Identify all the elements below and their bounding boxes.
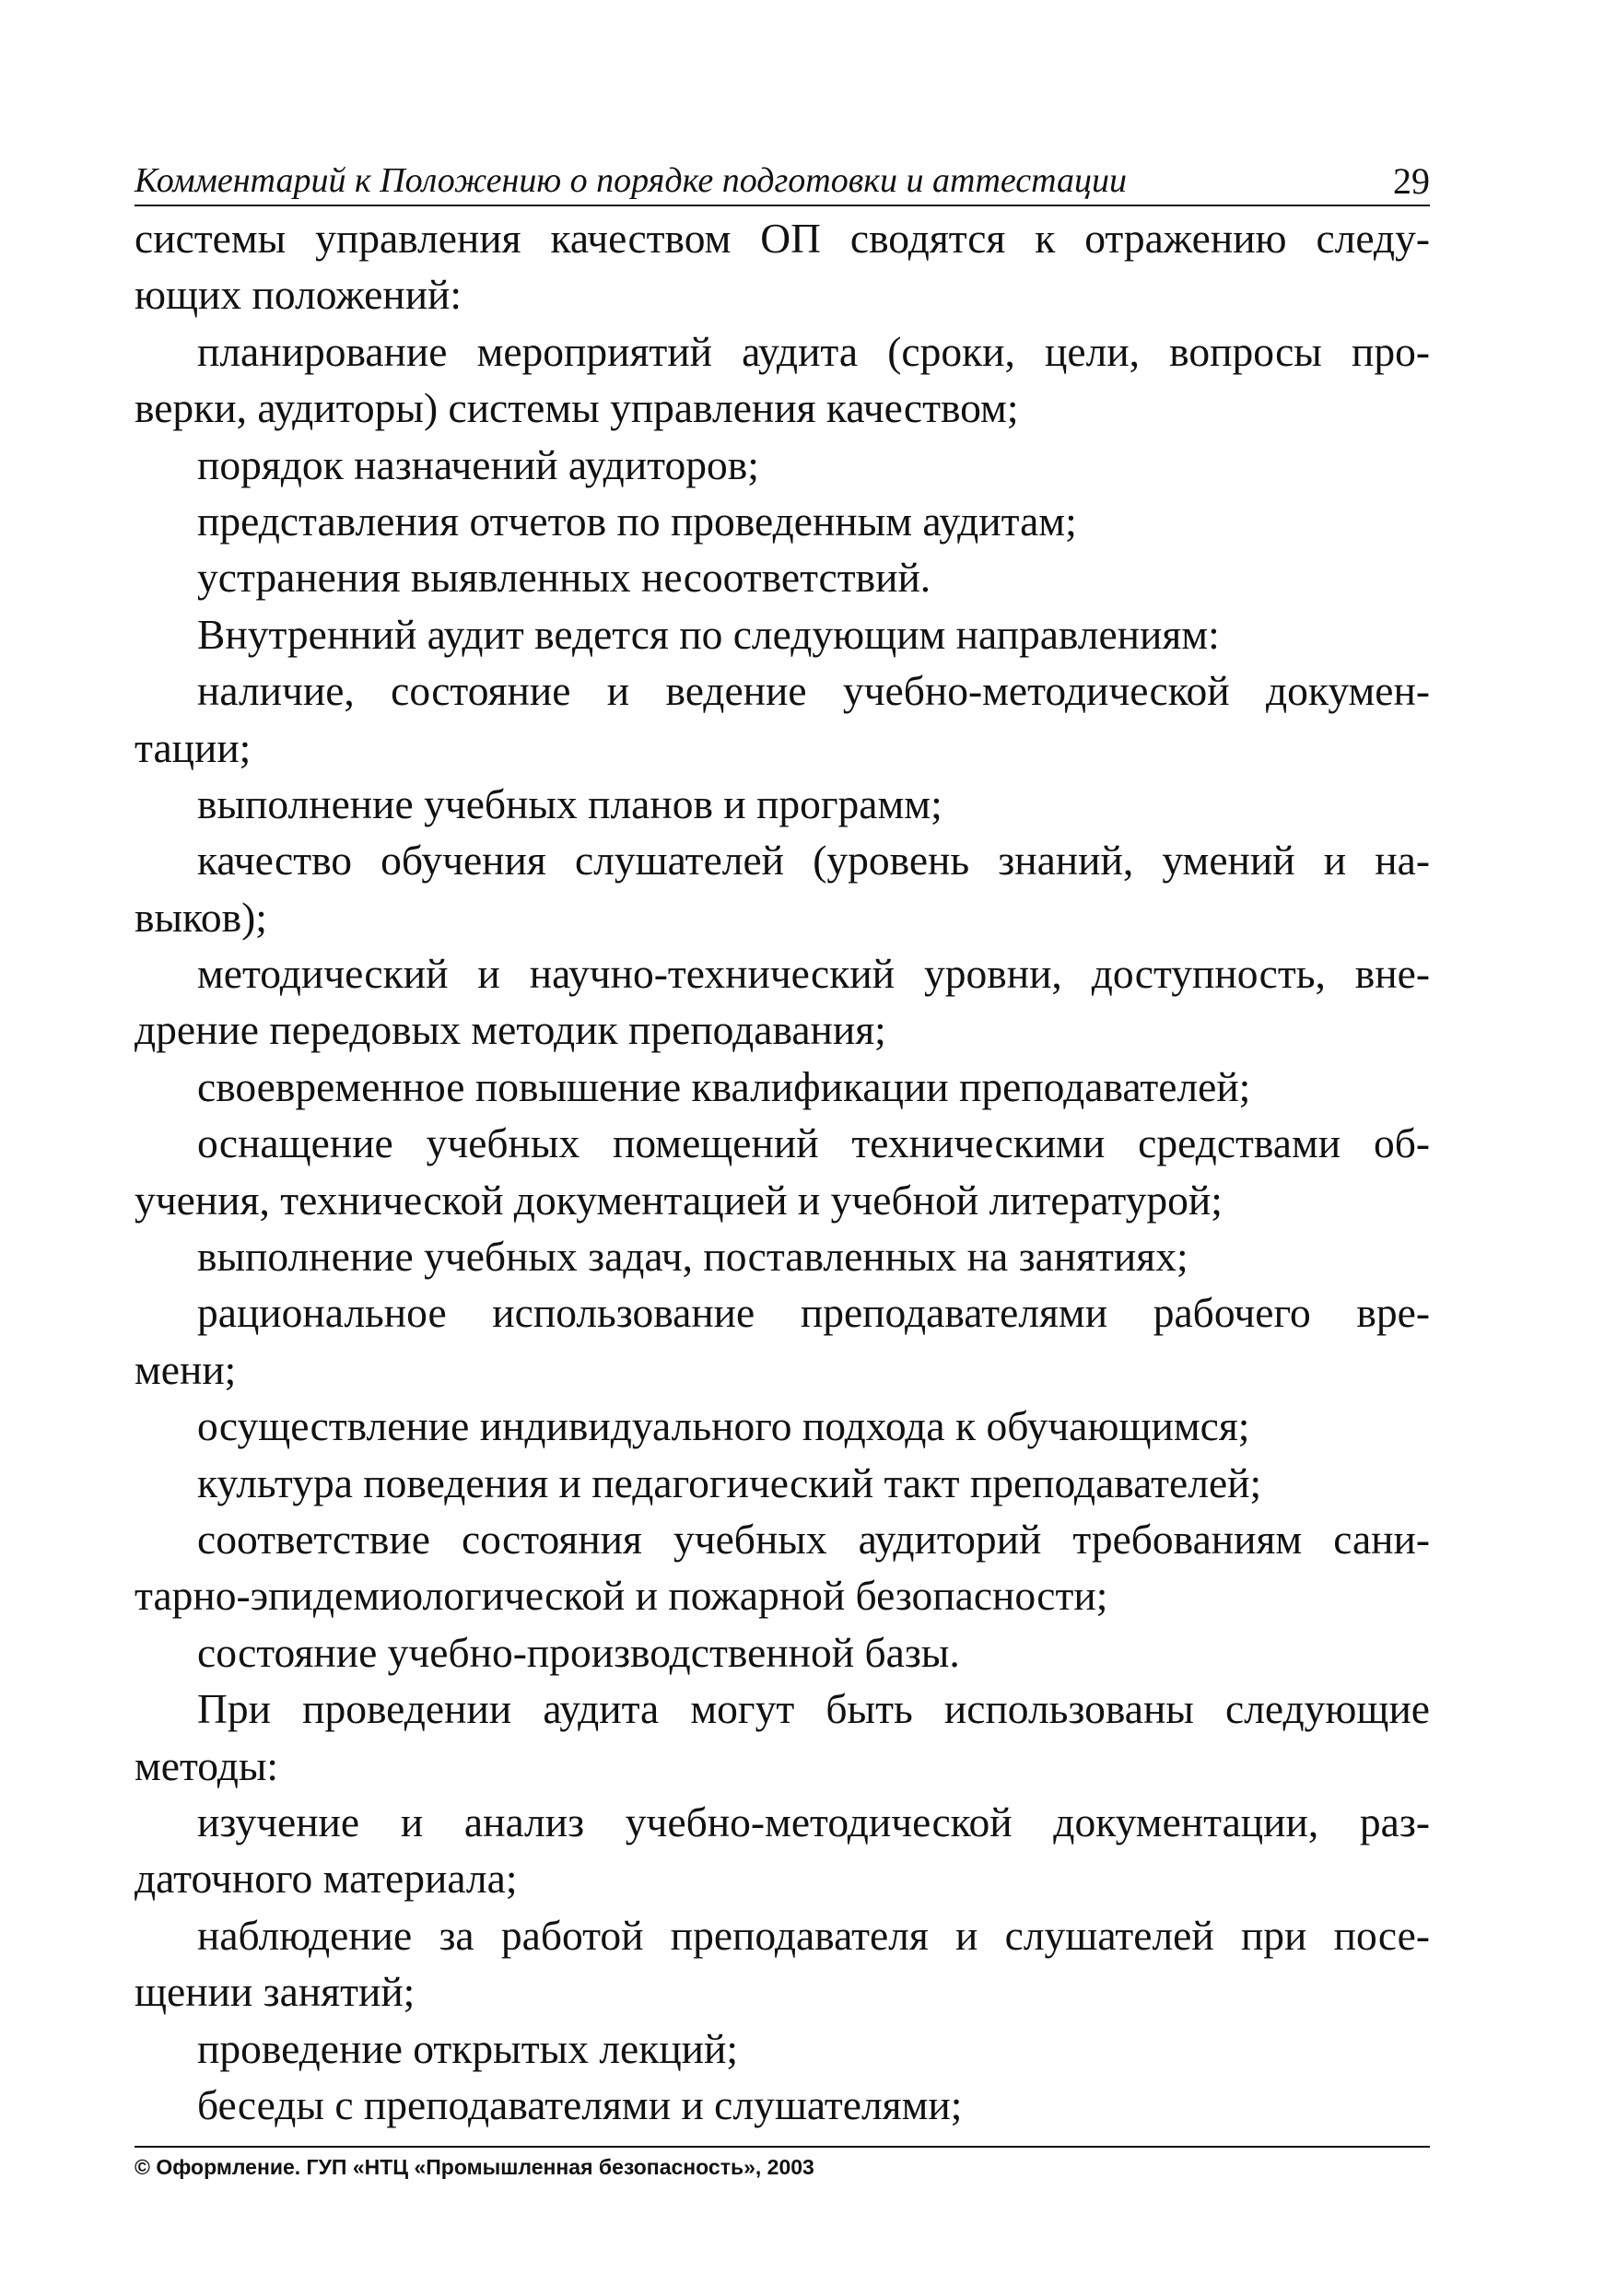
text-line: соответствие состояния учебных аудиторий требованиям сани- (197, 1515, 1430, 1563)
document-page (135, 157, 1430, 2180)
text-line: изучение и анализ учебно-методической документации, раз- (197, 1798, 1430, 1845)
text-line: планирование мероприятий аудита (сроки, цели, вопросы про- (197, 327, 1430, 375)
text-line: проведение открытых лекций; (197, 2024, 739, 2072)
text-line: наблюдение за работой преподавателя и слушателей при посе- (197, 1911, 1430, 1959)
text-line: мени; (135, 1345, 237, 1393)
text-line: системы управления качеством ОП сводятся к отражению следу- (135, 215, 1430, 262)
text-line: устранения выявленных несоответствий. (197, 554, 931, 602)
text-line: оснащение учебных помещений техническими средствами об- (197, 1119, 1430, 1167)
text-line: При проведении аудита могут быть использованы следующие (197, 1685, 1430, 1733)
text-line: выков); (135, 893, 267, 941)
text-line: осуществление индивидуального подхода к обучающимся; (197, 1402, 1250, 1450)
copyright-note: © Оформление. ГУП «НТЦ «Промышленная безопасность», 2003 (135, 2155, 814, 2180)
text-line: методический и научно-технический уровни, доступность, вне- (197, 950, 1430, 998)
text-line: порядок назначений аудиторов; (197, 440, 759, 488)
text-line: выполнение учебных задач, поставленных на занятиях; (197, 1233, 1188, 1281)
text-line: культура поведения и педагогический такт преподавателей; (197, 1458, 1262, 1506)
text-line: учения, технической документацией и учебной литературой; (135, 1176, 1223, 1224)
text-line: ющих положений: (135, 271, 462, 319)
text-line: состояние учебно-производственной базы. (197, 1628, 960, 1676)
text-line: Внутренний аудит ведется по следующим направлениям: (197, 610, 1220, 658)
running-header (135, 157, 1430, 206)
text-line: щении занятий; (135, 1968, 416, 2016)
page-number: 29 (1393, 160, 1430, 202)
text-line: тации; (135, 723, 252, 771)
text-line: дрение передовых методик преподавания; (135, 1006, 886, 1054)
header-title: Комментарий к Положению о порядке подготовки и аттестации (135, 161, 1128, 200)
text-line: рациональное использование преподавателями рабочего вре- (197, 1289, 1430, 1337)
text-line: тарно-эпидемиологической и пожарной безопасности; (135, 1572, 1108, 1620)
text-line: своевременное повышение квалификации преподавателей; (197, 1062, 1251, 1110)
text-line: наличие, состояние и ведение учебно-методической докумен- (197, 667, 1430, 715)
text-line: беседы с преподавателями и слушателями; (197, 2080, 963, 2128)
text-line: выполнение учебных планов и программ; (197, 779, 942, 827)
footer-divider (135, 2146, 1430, 2148)
text-line: методы: (135, 1741, 279, 1789)
text-line: качество обучения слушателей (уровень знаний, умений и на- (197, 837, 1430, 884)
text-line: верки, аудиторы) системы управления качеством; (135, 384, 1019, 432)
text-line: даточного материала; (135, 1855, 518, 1903)
text-line: представления отчетов по проведенным аудитам; (197, 497, 1077, 545)
body-text (135, 210, 1430, 2133)
